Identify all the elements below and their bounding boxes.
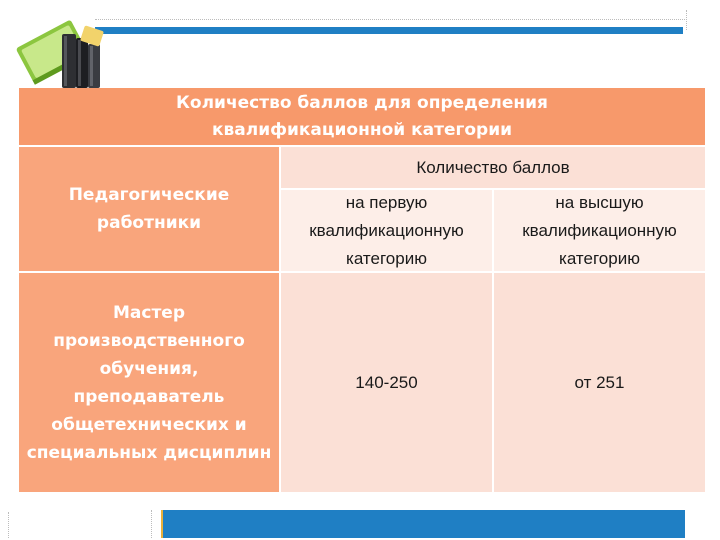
top-corner-tick [686, 10, 688, 30]
value-first-category: 140-250 [281, 273, 492, 492]
bottom-accent-bar [163, 510, 685, 538]
top-dotted-line [95, 19, 685, 20]
column-group-points: Количество баллов [281, 147, 705, 188]
row-header-pedagogical-workers: Педагогические работники [19, 147, 279, 271]
column-highest-category: на высшую квалификационную категорию [494, 190, 705, 271]
column-first-category: на первую квалификационную категорию [281, 190, 492, 271]
bottom-dotted-line [151, 510, 152, 538]
books-icon [6, 4, 116, 90]
bottom-left-dotted-mark [8, 512, 9, 538]
top-accent-bar [95, 27, 683, 34]
row-role-master: Мастер производственного обучения, преподаватель общетехнических и специальных дисциплин [19, 273, 279, 492]
qualification-points-table [19, 88, 705, 492]
value-highest-category: от 251 [494, 273, 705, 492]
table-title: Количество баллов для определения квалификационной категории [19, 88, 705, 145]
